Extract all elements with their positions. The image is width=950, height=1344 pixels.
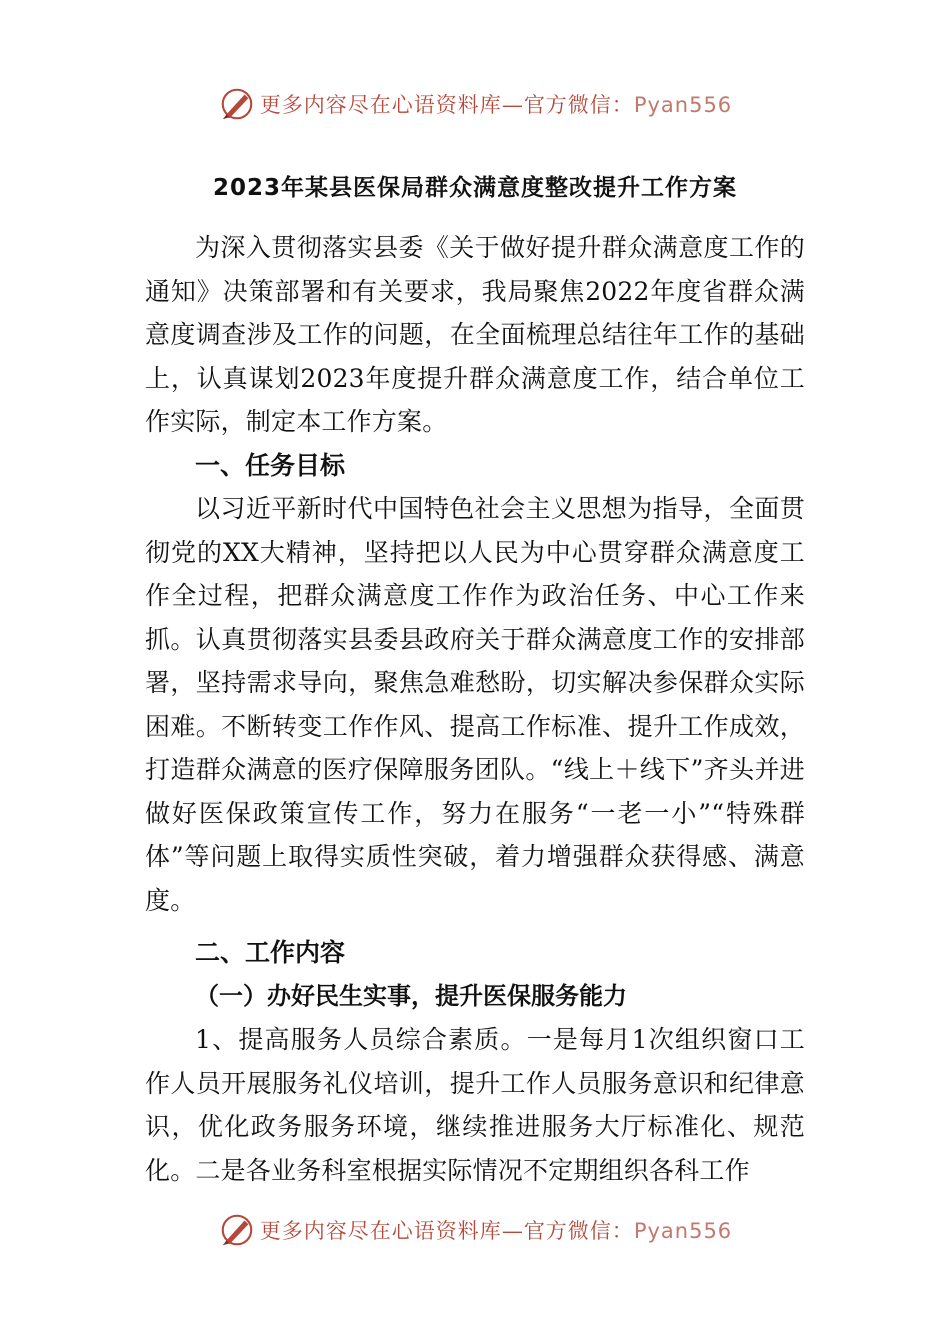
watermark-wechat-id: Pyan556: [633, 93, 733, 117]
watermark-footer: [0, 1208, 950, 1252]
section-heading-goals: 一、任务目标: [195, 450, 346, 480]
watermark-header: [0, 82, 950, 126]
watermark-brand: 更多内容尽在心语资料库: [259, 1219, 502, 1243]
subsection-heading-1: （一）办好民生实事，提升医保服务能力: [195, 981, 627, 1010]
pen-logo-icon: [218, 85, 256, 123]
watermark-brand: 更多内容尽在心语资料库: [259, 93, 502, 117]
watermark-text: [260, 1215, 732, 1245]
watermark-separator: —: [501, 93, 524, 117]
section-heading-content: 二、工作内容: [195, 938, 346, 967]
pen-logo-icon: [218, 1211, 256, 1249]
goals-paragraph: 以习近平新时代中国特色社会主义思想为指导，全面贯彻党的XX大精神，坚持把以人民为中心贯穿群众满意度工作全过程，把群众满意度工作作为政治任务、中心工作来抓。认真贯彻落实县委县政府关于群众满意度工作的安排部署，坚持需求导向，聚焦急难愁盼，切实解决参保群众实际困难。不断转变工作作风、提高工作标准、提升工作成效，打造群众满意的医疗保障服务团队。“线上＋线下”齐头并进做好医保政策宣传工作，努力在服务“一老一小”“特殊群体”等问题上取得实质性突破，着力增强群众获得感、满意度。: [145, 494, 805, 915]
intro-paragraph: 为深入贯彻落实县委《关于做好提升群众满意度工作的通知》决策部署和有关要求，我局聚焦2022年度省群众满意度调查涉及工作的问题，在全面梳理总结往年工作的基础上，认真谋划2023年度提升群众满意度工作，结合单位工作实际，制定本工作方案。: [145, 233, 805, 436]
watermark-official: 官方微信：: [523, 1219, 634, 1243]
document-body: [145, 160, 805, 1192]
watermark-text: [260, 89, 732, 119]
item-1-paragraph: 1、提高服务人员综合素质。一是每月1次组织窗口工作人员开展服务礼仪培训，提升工作人员服务意识和纪律意识，优化政务服务环境，继续推进服务大厅标准化、规范化。二是各业务科室根据实际情况不定期组织各科工作: [145, 1025, 805, 1185]
watermark-wechat-id: Pyan556: [633, 1219, 733, 1243]
watermark-separator: —: [501, 1219, 524, 1243]
document-title: 2023年某县医保局群众满意度整改提升工作方案: [212, 175, 737, 201]
watermark-official: 官方微信：: [523, 93, 634, 117]
